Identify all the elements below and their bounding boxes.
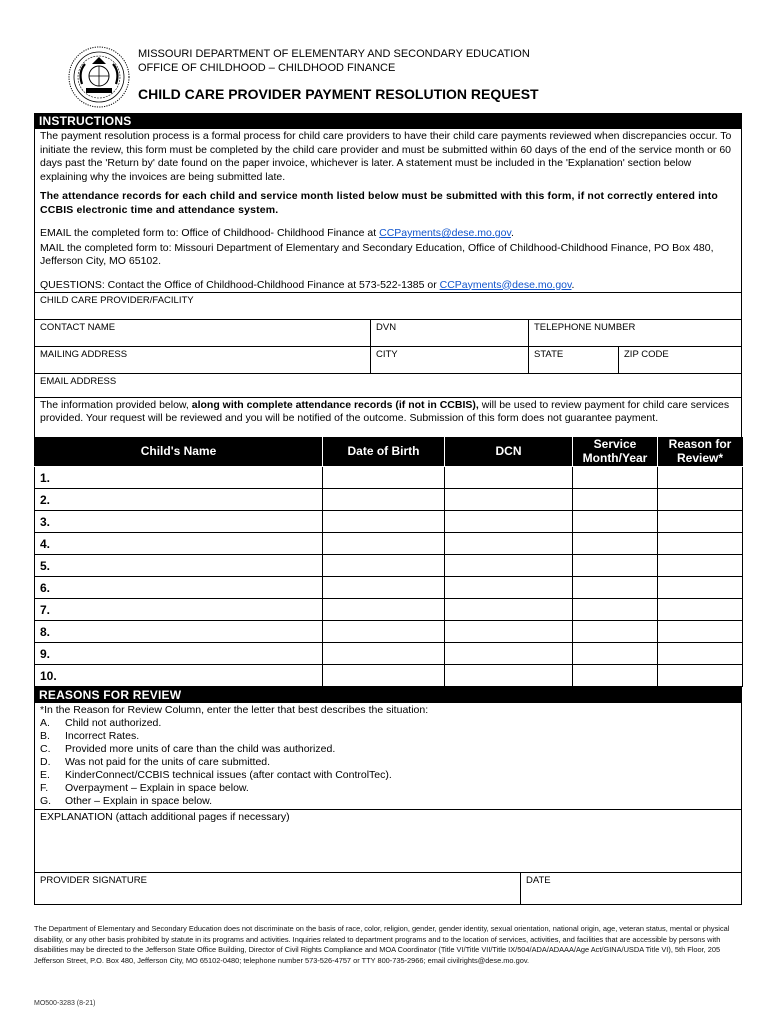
dcn-cell[interactable]: [445, 489, 573, 511]
email-prefix: EMAIL the completed form to: Office of Childhood- Childhood Finance at: [40, 227, 380, 239]
list-item: [40, 756, 736, 769]
dob-cell[interactable]: [323, 467, 445, 489]
reason-text: Was not paid for the units of care submitted.: [65, 756, 271, 768]
dcn-cell[interactable]: [445, 665, 573, 687]
office-name: OFFICE OF CHILDHOOD – CHILDHOOD FINANCE: [138, 62, 396, 74]
instructions-box: [34, 129, 742, 292]
dcn-cell[interactable]: [445, 599, 573, 621]
reason-letter: E.: [40, 769, 50, 781]
reasons-list: [35, 703, 741, 809]
reason-cell[interactable]: [658, 489, 743, 511]
date-field[interactable]: DATE: [526, 875, 551, 886]
dob-cell[interactable]: [323, 533, 445, 555]
form-body: [34, 113, 742, 905]
list-item: [40, 782, 736, 795]
child-name-cell[interactable]: 4.: [35, 533, 323, 555]
reason-text: Overpayment – Explain in space below.: [65, 782, 249, 794]
dob-cell[interactable]: [323, 555, 445, 577]
service-month-cell[interactable]: [573, 555, 658, 577]
reasons-box: [34, 703, 742, 905]
questions-suffix: .: [571, 278, 575, 291]
service-month-cell[interactable]: [573, 621, 658, 643]
form-title: CHILD CARE PROVIDER PAYMENT RESOLUTION REQUEST: [138, 86, 539, 102]
table-row: [35, 467, 743, 489]
dcn-cell[interactable]: [445, 511, 573, 533]
list-item: [40, 769, 736, 782]
dob-cell[interactable]: [323, 643, 445, 665]
table-row: [35, 599, 743, 621]
table-row: [35, 665, 743, 687]
reason-cell[interactable]: [658, 599, 743, 621]
mailing-address-field[interactable]: MAILING ADDRESS: [35, 347, 371, 373]
questions-prefix: QUESTIONS: Contact the Office of Childhood-Childhood Finance at 573-522-1385 or: [40, 278, 440, 291]
dob-cell[interactable]: [323, 599, 445, 621]
contact-name-field[interactable]: CONTACT NAME: [35, 320, 371, 346]
dcn-cell[interactable]: [445, 533, 573, 555]
reason-letter: C.: [40, 743, 51, 755]
service-month-cell[interactable]: [573, 599, 658, 621]
instructions-paragraph: The payment resolution process is a formal process for child care providers to have their child care payments reviewed when discrepancies occur. To initiate the review, this form must be completed by the child care provider and must be submitted within 60 days of the end of the service month or 60 days past the 'Return by' date found on the paper invoice, whichever is later. A statement must be included in the 'Explanation' section below explaining why the invoices are being submitted late.: [40, 130, 732, 183]
reason-cell[interactable]: [658, 621, 743, 643]
telephone-field[interactable]: TELEPHONE NUMBER: [534, 321, 636, 333]
reason-cell[interactable]: [658, 555, 743, 577]
child-name-cell[interactable]: 5.: [35, 555, 323, 577]
children-table: [34, 437, 743, 688]
dcn-cell[interactable]: [445, 467, 573, 489]
reason-text: Incorrect Rates.: [65, 730, 140, 742]
service-month-cell[interactable]: [573, 643, 658, 665]
provider-facility-field[interactable]: CHILD CARE PROVIDER/FACILITY: [40, 294, 194, 306]
list-item: [40, 743, 736, 756]
provider-signature-field[interactable]: PROVIDER SIGNATURE: [35, 873, 521, 904]
reasons-heading: REASONS FOR REVIEW: [34, 687, 742, 703]
child-name-cell[interactable]: 7.: [35, 599, 323, 621]
email-link[interactable]: CCPayments@dese.mo.gov: [379, 227, 511, 239]
child-name-cell[interactable]: 3.: [35, 511, 323, 533]
nondiscrimination-statement: The Department of Elementary and Secondary Education does not discriminate on the basis of race, color, religion, gender, gender identity, sexual orientation, national origin, age, veteran status, mental or physical disability, or any other basis prohibited by statute in its programs and activities. Inquiries related to department programs and to the location of services, activities, and facilities that are accessible by persons with disabilities may be directed to the Jefferson State Office Building, Director of Civil Rights Compliance and MOA Coordinator (Title VI/Title VII/Title IX/504/ADA/ADAAA/Age Act/GINA/USDA Title VI), 5th Floor, 205 Jefferson Street, P.O. Box 480, Jefferson City, MO 65102-0480; telephone number 573-526-4757 or TTY 800-735-2966; email civilrights@dese.mo.gov.: [34, 924, 730, 965]
reason-letter: F.: [40, 782, 49, 794]
questions-line: [35, 279, 741, 292]
info-prefix: The information provided below,: [40, 398, 192, 411]
child-name-cell[interactable]: 2.: [35, 489, 323, 511]
list-item: [40, 717, 736, 730]
child-name-cell[interactable]: 9.: [35, 643, 323, 665]
dob-cell[interactable]: [323, 511, 445, 533]
list-item: [40, 795, 736, 808]
reason-text: KinderConnect/CCBIS technical issues (after contact with ControlTec).: [65, 769, 392, 781]
dob-cell[interactable]: [323, 489, 445, 511]
child-name-cell[interactable]: 10.: [35, 665, 323, 687]
dcn-cell[interactable]: [445, 577, 573, 599]
table-row: [35, 577, 743, 599]
table-row: [35, 533, 743, 555]
reason-cell[interactable]: [658, 533, 743, 555]
table-row: [35, 555, 743, 577]
questions-email-link[interactable]: CCPayments@dese.mo.gov: [439, 278, 572, 291]
reason-letter: D.: [40, 756, 51, 768]
table-row: [35, 511, 743, 533]
dcn-cell[interactable]: [445, 555, 573, 577]
col-header-dcn: DCN: [445, 437, 573, 467]
dcn-cell[interactable]: [445, 643, 573, 665]
reason-cell[interactable]: [658, 467, 743, 489]
child-name-cell[interactable]: 6.: [35, 577, 323, 599]
service-month-cell[interactable]: [573, 533, 658, 555]
attendance-note: The attendance records for each child and service month listed below must be submitted with this form, if not correctly entered into CCBIS electronic time and attendance system.: [40, 190, 718, 216]
reason-letter: A.: [40, 717, 50, 729]
reason-cell[interactable]: [658, 577, 743, 599]
service-month-cell[interactable]: [573, 665, 658, 687]
col-header-service-month: Service Month/Year: [573, 437, 658, 467]
department-name: MISSOURI DEPARTMENT OF ELEMENTARY AND SECONDARY EDUCATION: [138, 48, 530, 60]
reason-cell[interactable]: [658, 511, 743, 533]
dob-cell[interactable]: [323, 577, 445, 599]
table-row: [35, 643, 743, 665]
email-suffix: .: [510, 227, 514, 239]
info-suffix: will be used to review payment for child care services provided. Your request will be reviewed and you will be notified of the outcome. Submission of this form does not guarantee payment.: [40, 398, 730, 424]
information-notice: [35, 398, 741, 437]
dcn-cell[interactable]: [445, 621, 573, 643]
info-bold: along with complete attendance records (if not in CCBIS),: [191, 398, 479, 411]
instructions-heading: INSTRUCTIONS: [34, 113, 742, 129]
form-number: MO500-3283 (8-21): [34, 1000, 96, 1007]
table-row: [35, 489, 743, 511]
reasons-intro: *In the Reason for Review Column, enter the letter that best describes the situation:: [40, 704, 429, 716]
dob-cell[interactable]: [323, 665, 445, 687]
city-field[interactable]: CITY: [371, 347, 529, 373]
reason-cell[interactable]: [658, 665, 743, 687]
missouri-seal-icon: [68, 46, 130, 108]
zip-field[interactable]: ZIP CODE: [624, 348, 669, 360]
child-name-cell[interactable]: 1.: [35, 467, 323, 489]
email-address-field[interactable]: EMAIL ADDRESS: [40, 375, 117, 387]
reason-cell[interactable]: [658, 643, 743, 665]
provider-fields: [34, 292, 742, 437]
service-month-cell[interactable]: [573, 489, 658, 511]
email-instructions: [35, 221, 741, 241]
dob-cell[interactable]: [323, 621, 445, 643]
col-header-reason: Reason for Review*: [658, 437, 743, 467]
col-header-child-name: Child's Name: [35, 437, 323, 467]
list-item: [40, 730, 736, 743]
state-field[interactable]: STATE: [529, 347, 619, 373]
child-name-cell[interactable]: 8.: [35, 621, 323, 643]
service-month-cell[interactable]: [573, 511, 658, 533]
mail-instructions: MAIL the completed form to: Missouri Department of Elementary and Secondary Education, Office of Childhood-Childhood Finance, PO Box 480, Jefferson City, MO 65102.: [40, 241, 714, 267]
reason-text: Other – Explain in space below.: [65, 795, 213, 807]
explanation-field[interactable]: EXPLANATION (attach additional pages if necessary): [40, 811, 290, 823]
service-month-cell[interactable]: [573, 577, 658, 599]
reason-text: Provided more units of care than the child was authorized.: [65, 743, 336, 755]
col-header-date-of-birth: Date of Birth: [323, 437, 445, 467]
dvn-field[interactable]: DVN: [371, 320, 529, 346]
reason-letter: G.: [40, 795, 52, 807]
service-month-cell[interactable]: [573, 467, 658, 489]
reason-text: Child not authorized.: [65, 717, 162, 729]
reason-letter: B.: [40, 730, 50, 742]
table-row: [35, 621, 743, 643]
